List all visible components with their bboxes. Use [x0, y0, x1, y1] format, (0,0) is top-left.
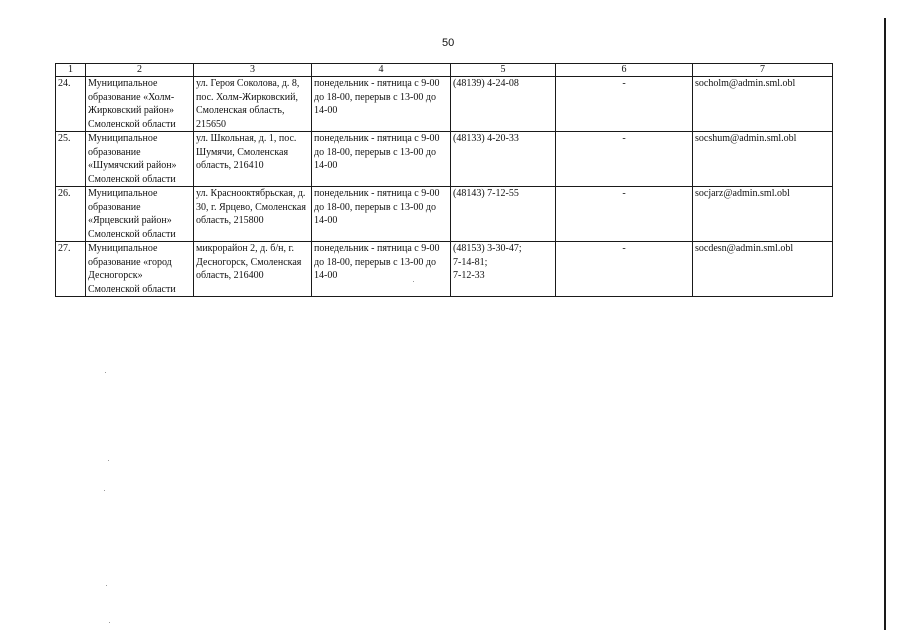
- phone-number: (48153) 3-30-47; 7-14-81; 7-12-33: [451, 242, 556, 297]
- table-header: [56, 64, 833, 77]
- scan-speck: [105, 372, 106, 373]
- header-col-7: 7: [693, 64, 833, 77]
- postal-address: ул. Школьная, д. 1, пос. Шумячи, Смоленская область, 216410: [194, 132, 312, 187]
- working-hours: понедельник - пятница с 9-00 до 18-00, перерыв с 13-00 до 14-00: [312, 242, 451, 297]
- page-number: 50: [442, 37, 455, 49]
- column-6-value: -: [556, 242, 693, 297]
- column-6-value: -: [556, 187, 693, 242]
- scan-speck: [104, 490, 105, 491]
- header-col-2: 2: [86, 64, 194, 77]
- scan-speck: [108, 460, 109, 461]
- row-number: 25.: [56, 132, 86, 187]
- postal-address: ул. Героя Соколова, д. 8, пос. Холм-Жирковский, Смоленская область, 215650: [194, 77, 312, 132]
- table-row: [56, 132, 833, 187]
- contacts-table: [55, 63, 833, 297]
- row-number: 27.: [56, 242, 86, 297]
- row-number: 24.: [56, 77, 86, 132]
- municipality-name: Муниципальное образование «Ярцевский район» Смоленской области: [86, 187, 194, 242]
- header-col-1: 1: [56, 64, 86, 77]
- municipality-name: Муниципальное образование «Шумячский район» Смоленской области: [86, 132, 194, 187]
- column-6-value: -: [556, 77, 693, 132]
- email-address: socshum@admin.sml.obl: [693, 132, 833, 187]
- header-col-6: 6: [556, 64, 693, 77]
- header-col-4: 4: [312, 64, 451, 77]
- working-hours: понедельник - пятница с 9-00 до 18-00, перерыв с 13-00 до 14-00: [312, 77, 451, 132]
- phone-number: (48133) 4-20-33: [451, 132, 556, 187]
- email-address: socjarz@admin.sml.obl: [693, 187, 833, 242]
- table-row: [56, 187, 833, 242]
- municipality-name: Муниципальное образование «Холм-Жирковский район» Смоленской области: [86, 77, 194, 132]
- phone-number: (48139) 4-24-08: [451, 77, 556, 132]
- table-row: [56, 242, 833, 297]
- column-6-value: -: [556, 132, 693, 187]
- table-row: [56, 77, 833, 132]
- scan-speck: [413, 281, 414, 282]
- header-col-3: 3: [194, 64, 312, 77]
- header-row: [56, 64, 833, 77]
- scan-speck: [109, 622, 110, 623]
- working-hours: понедельник - пятница с 9-00 до 18-00, перерыв с 13-00 до 14-00: [312, 187, 451, 242]
- scan-speck: [106, 585, 107, 586]
- municipality-name: Муниципальное образование «город Десногорск» Смоленской области: [86, 242, 194, 297]
- row-number: 26.: [56, 187, 86, 242]
- table-body: [56, 77, 833, 297]
- working-hours: понедельник - пятница с 9-00 до 18-00, перерыв с 13-00 до 14-00: [312, 132, 451, 187]
- margin-rule: [884, 18, 886, 630]
- email-address: socdesn@admin.sml.obl: [693, 242, 833, 297]
- header-col-5: 5: [451, 64, 556, 77]
- postal-address: ул. Краснооктябрьская, д. 30, г. Ярцево, Смоленская область, 215800: [194, 187, 312, 242]
- email-address: socholm@admin.sml.obl: [693, 77, 833, 132]
- phone-number: (48143) 7-12-55: [451, 187, 556, 242]
- postal-address: микрорайон 2, д. б/н, г. Десногорск, Смоленская область, 216400: [194, 242, 312, 297]
